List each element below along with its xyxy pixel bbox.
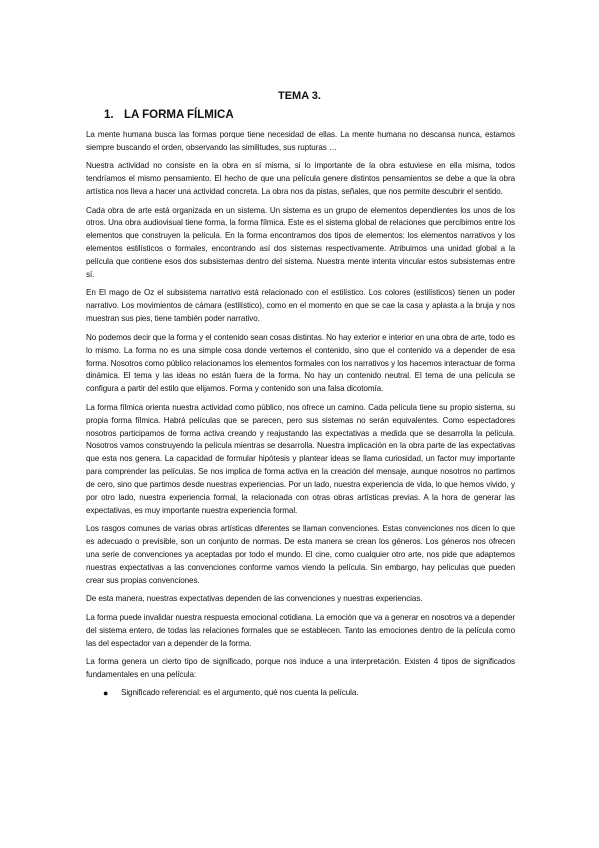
- paragraph: La forma genera un cierto tipo de significado, porque nos induce a una interpretación. Existen 4 tipos de significados fundamentales en una película:: [86, 657, 515, 679]
- paragraph: La forma puede invalidar nuestra respuesta emocional cotidiana. La emoción que va a generar en nosotros va a depender del sistema entero, de todas las relaciones formales que se establecen. Tanto las emociones dentro de la película como las del espectador van a depender de la forma.: [86, 612, 515, 648]
- paragraph: De esta manera, nuestras expectativas dependen de las convenciones y nuestras experiencias.: [86, 594, 423, 604]
- paragraph: Cada obra de arte está organizada en un sistema. Un sistema es un grupo de elementos dependientes los unos de los otros. Una obra audiovisual tiene forma, la forma fílmica. Este es el sistema global de relaciones que percibimos entre los elementos que construyen la película. En la forma encontramos dos tipos de elementos: los elementos narrativos y los elementos estilísticos o formales, encontrando así dos sistemas respectivamente. Atribuimos una unidad global a la película que contiene esos dos subsistemas dentro del sistema. Nuestra mente intenta vincular estos subsistemas entre sí.: [86, 205, 515, 280]
- paragraph: La mente humana busca las formas porque tiene necesidad de ellas. La mente humana no descansa nunca, estamos siempre buscando el orden, observando las similitudes, sus rupturas …: [86, 130, 515, 152]
- bullet-icon: ●: [103, 688, 109, 699]
- paragraph: Los rasgos comunes de varias obras artísticas diferentes se llaman convenciones. Estas convenciones nos dicen lo que es adecuado o previsible, son un conjunto de normas. De esta manera se crean los géneros. Los géneros nos ofrecen una serie de convenciones ya aceptadas por todo el mundo. El cine, como cualquier otro arte, nos pide que adaptemos nuestras expectativas a las convenciones conforme vamos viendo la película. Sin embargo, hay películas que pueden crear sus propias convenciones.: [86, 524, 515, 585]
- list-item-text: Significado referencial: es el argumento, qué nos cuenta la película.: [121, 688, 359, 698]
- paragraph: Nuestra actividad no consiste en la obra en sí misma, si lo importante de la obra estuviese en ella misma, todos tendríamos el mismo pensamiento. El hecho de que una película genere distintos pensamientos se debe a que la obra artística nos lleva a hacer una actividad concreta. La obra nos da pistas, señales, que nos permite descubrir el sentido.: [86, 161, 515, 197]
- paragraph: La forma fílmica orienta nuestra actividad como público, nos ofrece un camino. Cada película tiene su propio sistema, su propia forma fílmica. Habrá películas que se parecen, pero sus sistemas no serán equivalentes. Como espectadores nosotros participamos de forma activa creando y reajustando las expectativas a medida que se desarrolla la película. Nosotros vamos construyendo la película mientras se desarrolla. Nuestra implicación en la obra parte de las expectativas que esta nos genera. La capacidad de formular hipótesis y plantear ideas se llama curiosidad, un factor muy importante para comprender las películas. Se nos implica de forma activa en la creación del mensaje, aunque nosotros no partimos de cero, sino que partimos desde nuestras experiencias. Por un lado, nuestra experiencia de vida, lo que hemos vivido, y por otro lado, nuestra experiencia formal, la relacionada con otras obras artísticas previas. A la hora de generar las expectativas, es muy importante nuestra experiencia formal.: [86, 402, 515, 515]
- section-number: 1.: [104, 109, 114, 121]
- section-heading: [104, 109, 234, 121]
- section-title: LA FORMA FÍLMICA: [124, 109, 234, 121]
- bullet-list: [86, 687, 515, 700]
- paragraph: En El mago de Oz el subsistema narrativo está relacionado con el estilístico. Los colores (estilísticos) tienen un poder narrativo. Los movimientos de cámara (estilístico), como en el momento en que se cae la casa y aplasta a la bruja y nos muestran sus pies, tiene también poder narrativo.: [86, 288, 515, 324]
- list-item: [103, 687, 515, 700]
- paragraph: No podemos decir que la forma y el contenido sean cosas distintas. No hay exterior e interior en una obra de arte, todo es lo mismo. La forma no es una simple cosa donde vertemos el contenido, sino que el contenido va a depender de esa forma. Nosotros como público relacionamos los elementos formales con los narrativos y los hacemos interactuar de forma dinámica. El tema y las ideas no están fuera de la forma. No hay un contenido neutral. El tema de una película se configura a partir del estilo que elijamos. Forma y contenido son una falsa dicotomía.: [86, 332, 515, 394]
- document-body: [86, 129, 515, 700]
- document-title: TEMA 3.: [278, 90, 321, 102]
